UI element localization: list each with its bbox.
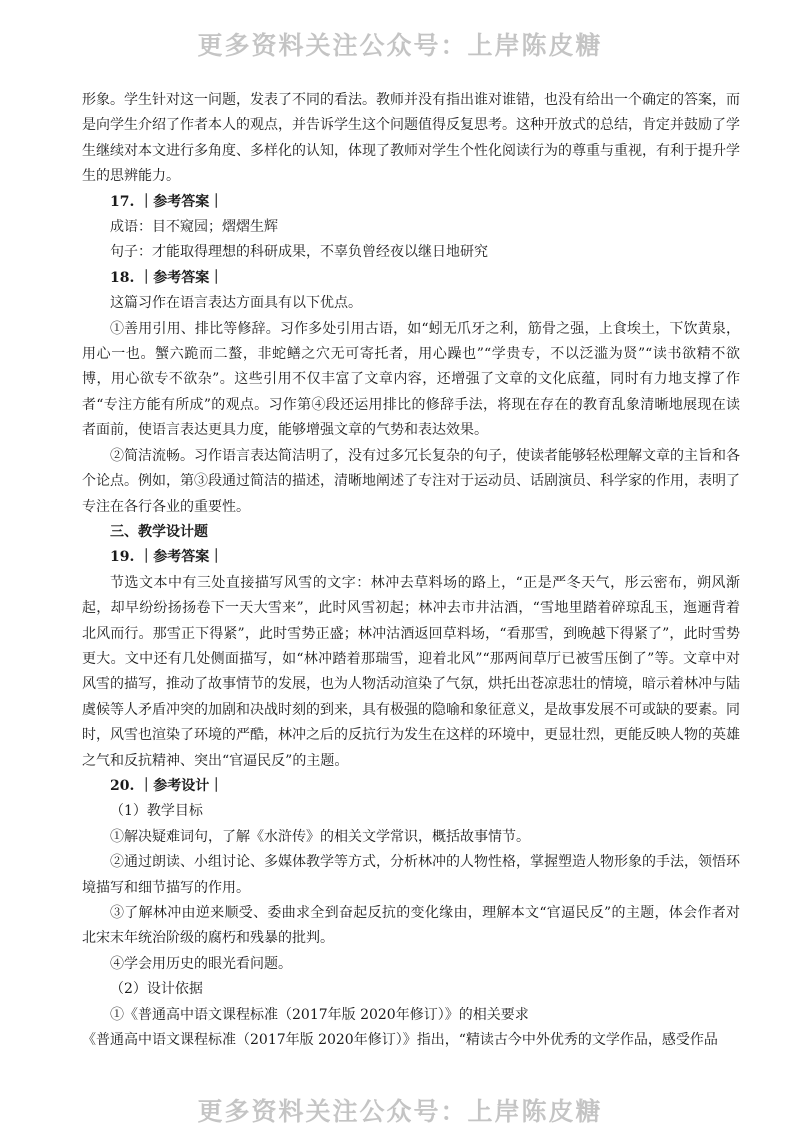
q20-basis-1-body: 《普通高中语文课程标准（2017年版 2020年修订）》指出，“精读古今中外优秀的文学作品，感受作品 (82, 1032, 718, 1049)
q20-basis-1: ①《普通高中语文课程标准（2017年版 2020年修订）》的相关要求 (110, 1006, 529, 1023)
q20-heading: 20. ｜参考设计｜ (110, 777, 224, 794)
q20-goal-2: ②通过朗读、小组讨论、多媒体教学等方式，分析林冲的人物性格，掌握塑造人物形象的手法，领悟环境描写和细节描写的作用。 (82, 854, 740, 896)
q17-heading: 17. ｜参考答案｜ (110, 193, 224, 210)
q18-point-1: ①善用引用、排比等修辞。习作多处引用古语，如“蚓无爪牙之利，筋骨之强，上食埃土，下饮黄泉，用心一也。蟹六跪而二螯，非蛇鳝之穴无可寄托者，用心躁也”“学贵专，不以泛滥为贤”“读书欲精不欲博，用心欲专不欲杂”。这些引用不仅丰富了文章内容，还增强了文章的文化底蕴，同时有力地支撑了作者“专注方能有所成”的观点。习作第④段还运用排比的修辞手法，将现在存在的教育乱象清晰地展现在读者面前，使语言表达更具力度，能够增强文章的气势和表达效果。 (82, 320, 740, 439)
q17-sentence: 句子：才能取得理想的科研成果，不辜负曾经夜以继日地研究 (110, 244, 488, 261)
watermark-top: 更多资料关注公众号：上岸陈皮糖 (197, 31, 603, 60)
q20-goal-4: ④学会用历史的眼光看问题。 (110, 955, 292, 972)
q20-goal-3: ③了解林冲由逆来顺受、委曲求全到奋起反抗的变化缘由，理解本文“官逼民反”的主题，体会作者对北宋末年统治阶级的腐朽和残暴的批判。 (82, 905, 740, 947)
q20-basis-title: （2）设计依据 (110, 981, 203, 998)
q18-intro: 这篇习作在语言表达方面具有以下优点。 (110, 295, 362, 312)
q19-heading: 19. ｜参考答案｜ (110, 549, 224, 566)
q17-idiom: 成语：目不窥园；熠熠生辉 (110, 219, 278, 236)
document-body (82, 88, 740, 1053)
watermark-bottom: 更多资料关注公众号：上岸陈皮糖 (197, 1097, 603, 1126)
q18-point-2: ②简洁流畅。习作语言表达简洁明了，没有过多冗长复杂的句子，使读者能够轻松理解文章的主旨和各个论点。例如，第③段通过简洁的描述，清晰地阐述了专注对于运动员、话剧演员、科学家的作用，表明了专注在各行各业的重要性。 (82, 447, 740, 515)
section-3-title: 三、教学设计题 (110, 523, 208, 540)
q18-heading: 18. ｜参考答案｜ (110, 269, 224, 286)
q20-goals-title: （1）教学目标 (110, 803, 203, 820)
q16-answer-tail: 形象。学生针对这一问题，发表了不同的看法。教师并没有指出谁对谁错，也没有给出一个确定的答案，而是向学生介绍了作者本人的观点，并告诉学生这个问题值得反复思考。这种开放式的总结，肯定并鼓励了学生继续对本文进行多角度、多样化的认知，体现了教师对学生个性化阅读行为的尊重与重视，有利于提升学生的思辨能力。 (82, 92, 740, 185)
q19-body: 节选文本中有三处直接描写风雪的文字：林冲去草料场的路上，“正是严冬天气，彤云密布，朔风渐起，却早纷纷扬扬卷下一天大雪来”，此时风雪初起；林冲去市井沽酒，“雪地里踏着碎琼乱玉，迤逦背着北风而行。那雪正下得紧”，此时雪势正盛；林冲沽酒返回草料场，“看那雪，到晚越下得紧了”，此时雪势更大。文中还有几处侧面描写，如“林冲踏着那瑞雪，迎着北风”“那两间草厅已被雪压倒了”等。文章中对风雪的描写，推动了故事情节的发展，也为人物活动渲染了气氛，烘托出苍凉悲壮的情境，暗示着林冲与陆虞候等人矛盾冲突的加剧和决战时刻的到来，具有极强的隐喻和象征意义，是故事发展不可或缺的要素。同时，风雪也渲染了环境的严酷，林冲之后的反抗行为发生在这样的环境中，更显壮烈，更能反映人物的英雄之气和反抗精神、突出“官逼民反”的主题。 (82, 574, 740, 769)
q20-goal-1: ①解决疑难词句，了解《水浒传》的相关文学常识，概括故事情节。 (110, 828, 530, 845)
